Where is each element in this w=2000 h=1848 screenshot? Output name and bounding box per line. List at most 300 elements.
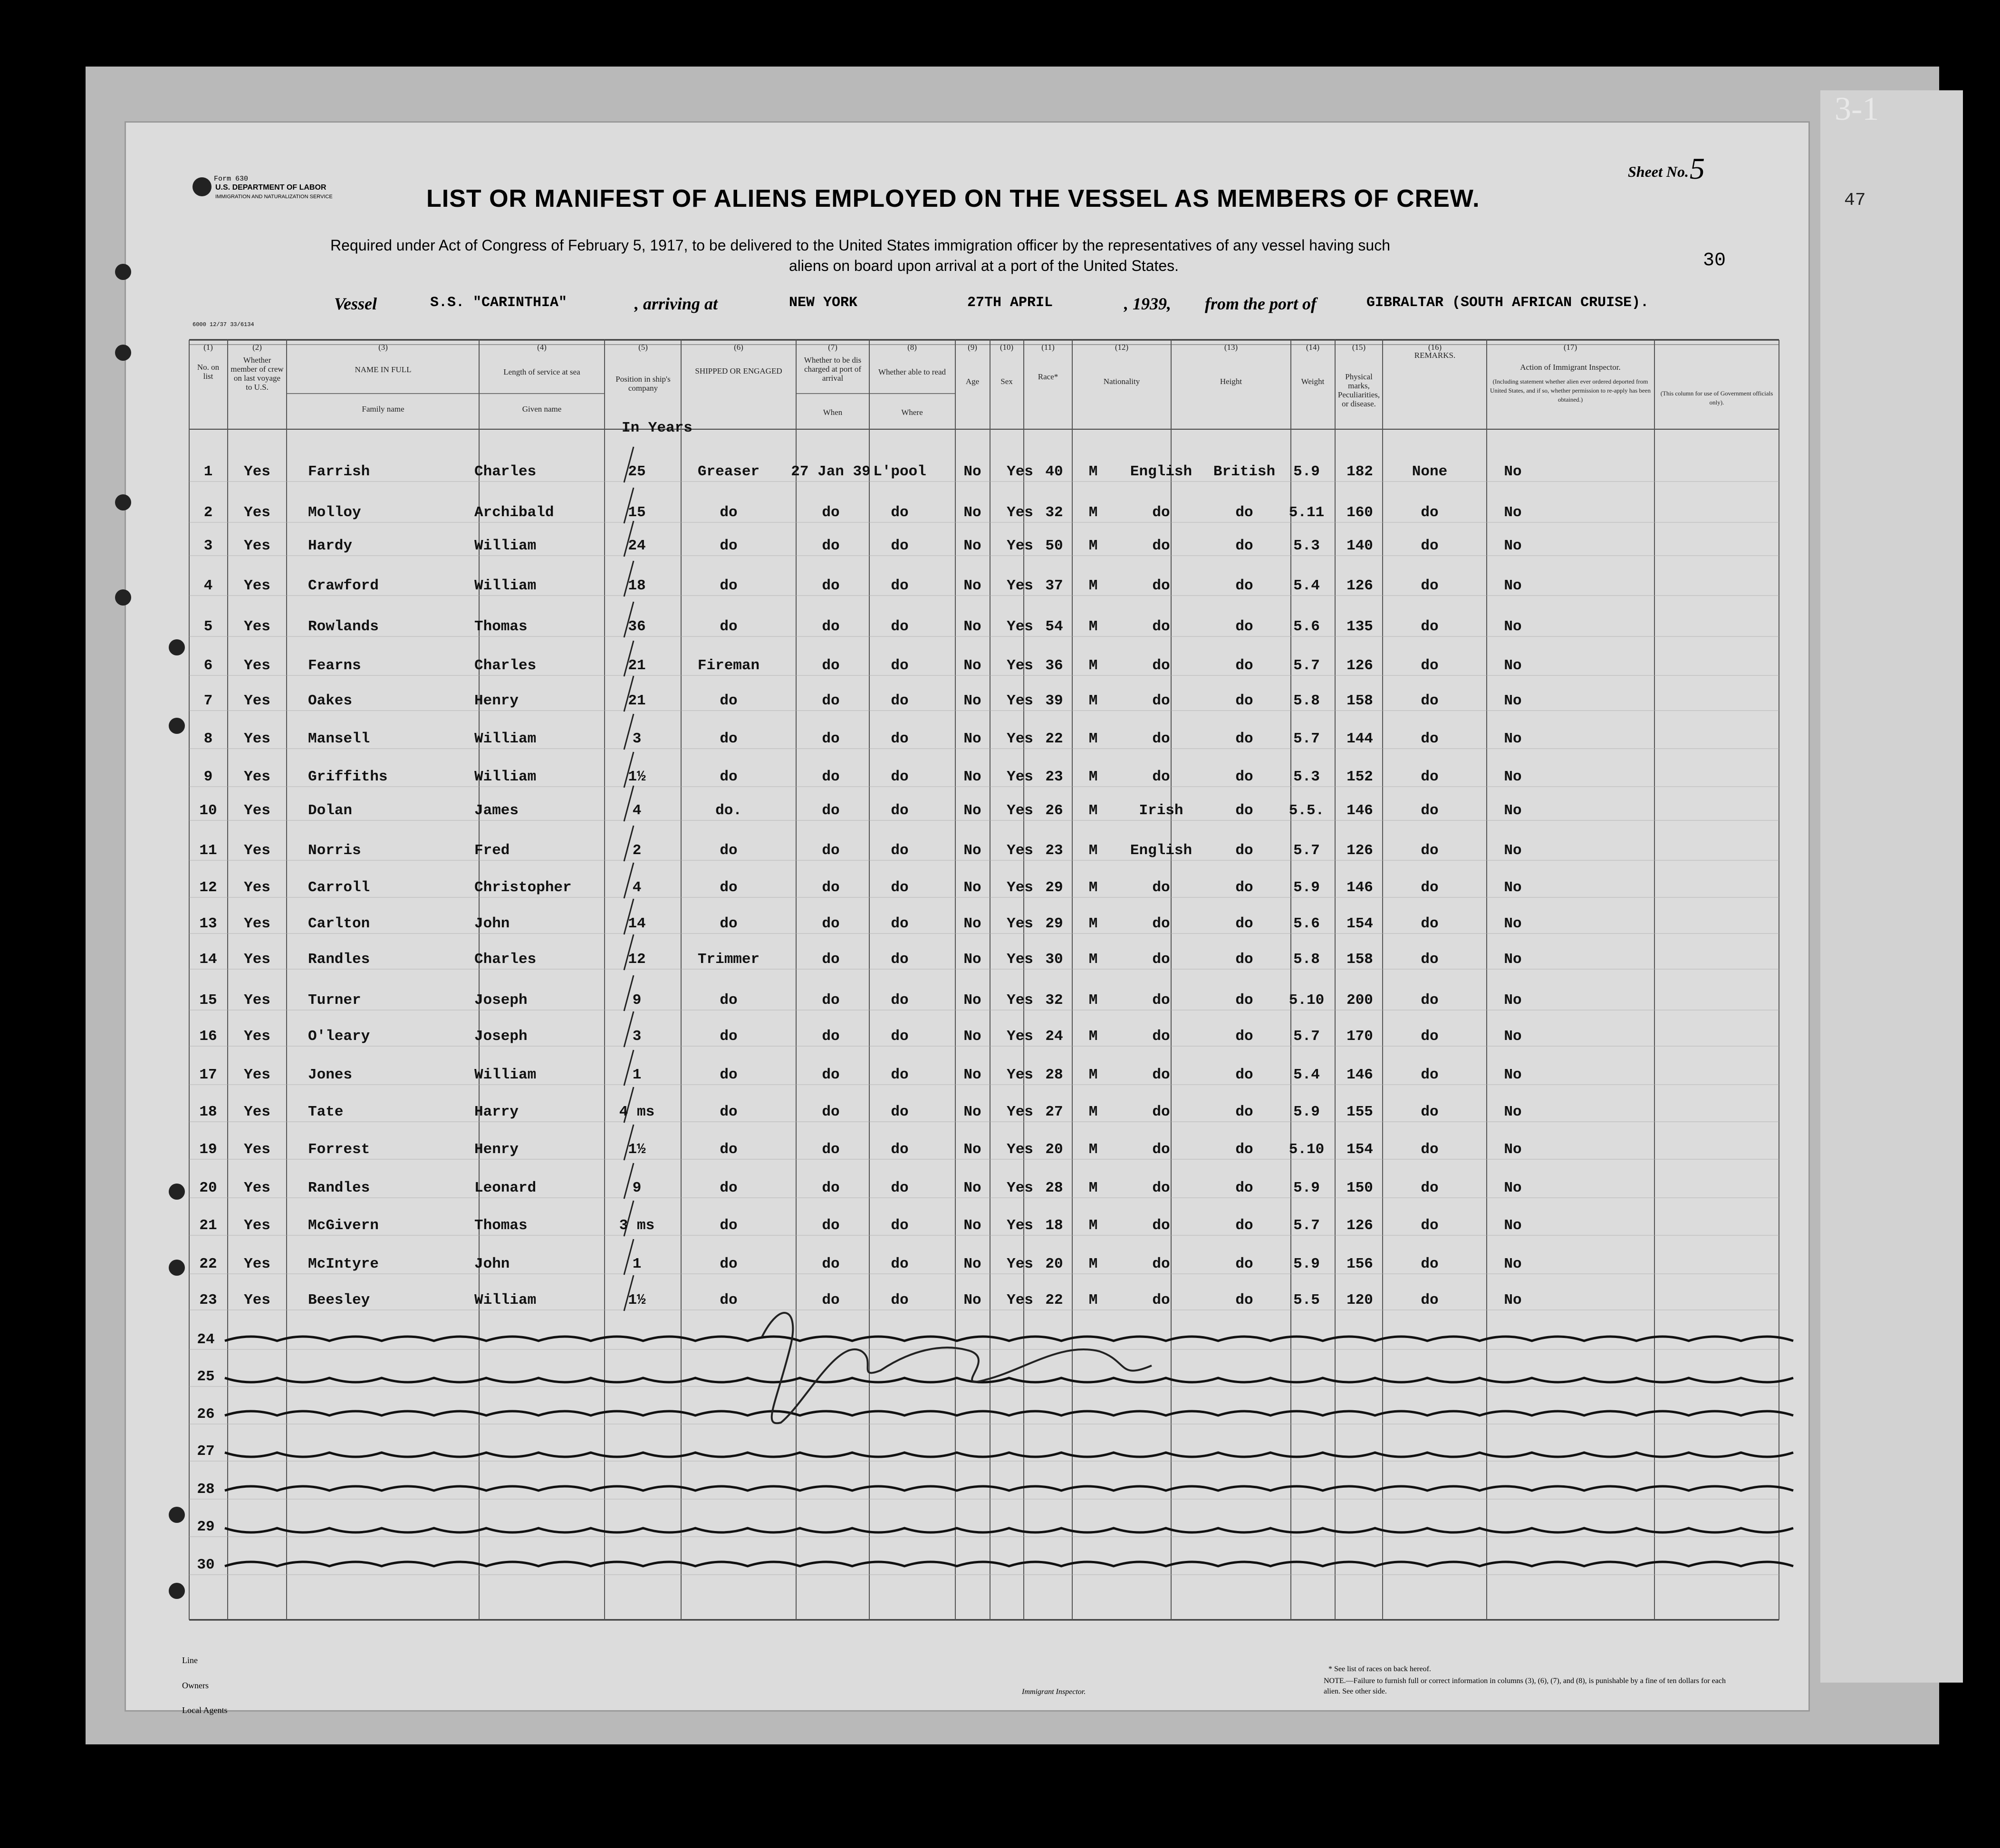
cell-nat: do [1235,1104,1253,1120]
cell-height: 5.6 [1293,915,1320,932]
cell-sex: M [1088,1141,1098,1158]
cell-given: Christopher [474,879,572,896]
cell-nat: do [1235,578,1253,594]
cell-position: do [720,504,738,521]
cell-age: 50 [1045,538,1063,554]
departure-port: GIBRALTAR (SOUTH AFRICAN CRUISE). [1366,295,1649,311]
cell-no: 4 [203,578,213,594]
cell-crew: Yes [244,578,270,594]
cell-read: Yes [1007,1180,1033,1196]
cell-height: 5.9 [1293,1180,1320,1196]
cell-given: James [474,802,519,819]
cell-age: 32 [1045,992,1063,1009]
cell-sex: M [1088,538,1098,554]
cell-crew: Yes [244,769,270,785]
cell-no: 1 [203,463,213,480]
cell-sex: M [1088,578,1098,594]
cell-weight: 154 [1346,1141,1373,1158]
cell-crew: Yes [244,1180,270,1196]
cell-where: do [891,1180,909,1196]
cell-service: 24 [628,538,646,554]
cell-no: 2 [203,504,213,521]
cell-marks: do [1421,1141,1439,1158]
cell-given: Harry [474,1104,519,1120]
cell-race: English [1130,842,1192,859]
cancel-line [225,1337,1793,1341]
cell-family: Oakes [308,693,353,709]
cell-age: 24 [1045,1028,1063,1045]
cell-disch: No [963,1217,981,1234]
cell-where: do [891,1141,909,1158]
cell-age: 37 [1045,578,1063,594]
cell-height: 5.3 [1293,538,1320,554]
column-header: Whether to be dis charged at port of arrival [804,356,862,383]
cell-service: 4 ms [619,1104,655,1120]
cell-disch: No [963,1141,981,1158]
cell-when: do [822,1256,840,1272]
cell-race: do [1152,1067,1170,1083]
inspector-note: (This column for use of Government officials only). [1660,390,1773,406]
cell-when: do [822,731,840,747]
cell-given: Joseph [474,992,528,1009]
cell-remarks: No [1504,992,1522,1009]
cell-remarks: No [1504,618,1522,635]
column-number: (14) [1306,343,1320,352]
cell-age: 26 [1045,802,1063,819]
cell-height: 5.9 [1293,879,1320,896]
cell-when: do [822,992,840,1009]
cell-nat: do [1235,879,1253,896]
cell-age: 18 [1045,1217,1063,1234]
column-header: Whether member of crew on last voyage to U.S. [231,356,284,392]
cell-marks: do [1421,802,1439,819]
cell-given: Henry [474,1141,519,1158]
cell-where: do [891,842,909,859]
cell-race: English [1130,463,1192,480]
cell-marks: None [1412,463,1448,480]
cell-age: 28 [1045,1180,1063,1196]
cell-marks: do [1421,538,1439,554]
cell-family: O'leary [308,1028,370,1045]
arriving-label: , arriving at [635,294,718,313]
cell-marks: do [1421,769,1439,785]
cell-crew: Yes [244,1292,270,1309]
races-note: * See list of races on back hereof. [1328,1665,1431,1673]
cell-nat: do [1235,731,1253,747]
when-header: When [823,408,843,417]
cell-service: 4 [632,802,642,819]
cell-height: 5.6 [1293,618,1320,635]
cell-height: 5.10 [1288,1141,1325,1158]
cell-sex: M [1088,915,1098,932]
cell-remarks: No [1504,1256,1522,1272]
cell-weight: 146 [1346,879,1373,896]
cell-when: do [822,879,840,896]
cancel-line [225,1528,1793,1532]
cell-when: do [822,693,840,709]
cell-weight: 120 [1346,1292,1373,1309]
cell-remarks: No [1504,842,1522,859]
cell-given: Henry [474,693,519,709]
cell-read: Yes [1007,802,1033,819]
cell-disch: No [963,879,981,896]
cell-disch: No [963,1292,981,1309]
sheet-label: Sheet No. [1628,163,1689,180]
cell-remarks: No [1504,578,1522,594]
inspector-label: Immigrant Inspector. [1022,1688,1086,1696]
cell-disch: No [963,618,981,635]
cell-family: Farrish [308,463,370,480]
cell-position: do [720,879,738,896]
cell-crew: Yes [244,693,270,709]
cell-age: 54 [1045,618,1063,635]
cell-sex: M [1088,463,1098,480]
cell-race: do [1152,992,1170,1009]
column-header: NAME IN FULL [355,365,412,374]
cell-service: 14 [628,915,646,932]
cell-age: 27 [1045,1104,1063,1120]
cell-age: 28 [1045,1067,1063,1083]
cell-weight: 126 [1346,578,1373,594]
column-number: (9) [968,343,977,352]
cell-position: do [720,693,738,709]
cell-given: Charles [474,657,537,674]
cell-height: 5.9 [1293,1104,1320,1120]
cell-family: Hardy [308,538,353,554]
service-unit: In Years [622,420,692,436]
cell-weight: 155 [1346,1104,1373,1120]
cell-family: Fearns [308,657,361,674]
cell-crew: Yes [244,731,270,747]
cell-sex: M [1088,731,1098,747]
cell-position: do [720,1067,738,1083]
column-number: (5) [638,343,648,352]
cell-disch: No [963,1028,981,1045]
cell-race: do [1152,915,1170,932]
cell-given: Charles [474,951,537,968]
cell-read: Yes [1007,1217,1033,1234]
blank-row-number: 29 [197,1519,215,1535]
department-name: U.S. DEPARTMENT OF LABOR [215,183,327,192]
cell-remarks: No [1504,657,1522,674]
cell-height: 5.7 [1293,842,1320,859]
cell-height: 5.5. [1288,802,1325,819]
cell-disch: No [963,504,981,521]
binding-hole [169,718,185,734]
cell-marks: do [1421,693,1439,709]
where-header: Where [901,408,923,417]
cell-position: do [720,1104,738,1120]
family-name-header: Family name [362,404,404,414]
column-header: No. on list [197,363,220,381]
cell-age: 20 [1045,1141,1063,1158]
cell-remarks: No [1504,1217,1522,1234]
cell-crew: Yes [244,879,270,896]
cell-when: do [822,504,840,521]
cell-when: do [822,1292,840,1309]
cell-no: 3 [203,538,213,554]
cell-no: 5 [203,618,213,635]
cell-weight: 126 [1346,1217,1373,1234]
cell-when: do [822,538,840,554]
cell-weight: 126 [1346,657,1373,674]
cell-disch: No [963,693,981,709]
cell-no: 11 [199,842,217,859]
cell-given: Archibald [474,504,554,521]
cell-when: do [822,915,840,932]
cell-sex: M [1088,1028,1098,1045]
cell-nat: do [1235,951,1253,968]
cancel-line [225,1378,1793,1382]
from-port-label: from the port of [1205,294,1317,313]
blank-row-number: 30 [197,1557,215,1573]
column-number: (11) [1041,343,1055,352]
cell-sex: M [1088,992,1098,1009]
cell-where: do [891,578,909,594]
cell-race: do [1152,769,1170,785]
cell-height: 5.8 [1293,693,1320,709]
cell-nat: do [1235,1217,1253,1234]
cell-weight: 135 [1346,618,1373,635]
cell-crew: Yes [244,463,270,480]
cell-read: Yes [1007,657,1033,674]
cell-where: do [891,915,909,932]
cell-no: 21 [199,1217,217,1234]
cell-crew: Yes [244,1217,270,1234]
page-number: 30 [1703,250,1726,271]
cell-height: 5.4 [1293,1067,1320,1083]
cell-no: 10 [199,802,217,819]
cell-weight: 158 [1346,693,1373,709]
column-number: (15) [1352,343,1366,352]
cell-position: do [720,731,738,747]
cell-disch: No [963,538,981,554]
cell-position: do [720,1028,738,1045]
footer-agents-label: Local Agents [182,1705,228,1715]
cell-nat: do [1235,693,1253,709]
cell-where: do [891,879,909,896]
cell-age: 36 [1045,657,1063,674]
column-header: Age [965,377,980,386]
column-header: Action of Immigrant Inspector. [1520,363,1621,372]
cell-race: do [1152,693,1170,709]
column-header: Race* [1038,372,1058,381]
cell-family: Forrest [308,1141,370,1158]
blank-row-number: 28 [197,1481,215,1498]
cell-crew: Yes [244,538,270,554]
binding-hole [115,264,131,280]
cell-sex: M [1088,842,1098,859]
blank-row-number: 24 [197,1331,215,1348]
cell-service: 36 [628,618,646,635]
cell-family: Griffiths [308,769,388,785]
cell-remarks: No [1504,1104,1522,1120]
cell-where: do [891,1217,909,1234]
cell-weight: 200 [1346,992,1373,1009]
column-header: Position in ship's company [615,375,671,393]
cell-height: 5.7 [1293,1217,1320,1234]
cell-read: Yes [1007,504,1033,521]
binding-hole [169,1260,185,1276]
cell-nat: do [1235,1067,1253,1083]
column-number: (2) [252,343,262,352]
cell-nat: do [1235,992,1253,1009]
cell-where: do [891,1256,909,1272]
cell-marks: do [1421,731,1439,747]
cell-sex: M [1088,769,1098,785]
cell-crew: Yes [244,657,270,674]
cell-read: Yes [1007,731,1033,747]
cell-remarks: No [1504,1028,1522,1045]
cell-age: 22 [1045,731,1063,747]
column-number: (13) [1224,343,1238,352]
column-number: (17) [1563,343,1577,352]
cell-age: 20 [1045,1256,1063,1272]
cell-race: do [1152,578,1170,594]
cell-position: do. [715,802,742,819]
cell-weight: 170 [1346,1028,1373,1045]
binding-hole [115,345,131,361]
cell-given: John [474,915,510,932]
cell-nat: do [1235,769,1253,785]
cancel-line [225,1562,1793,1566]
department-seal [192,177,212,196]
cell-height: 5.7 [1293,731,1320,747]
cell-no: 9 [203,769,213,785]
cell-no: 14 [199,951,217,968]
cell-where: do [891,992,909,1009]
cell-no: 12 [199,879,217,896]
cell-remarks: No [1504,463,1522,480]
cell-crew: Yes [244,842,270,859]
cell-read: Yes [1007,1028,1033,1045]
cell-disch: No [963,1104,981,1120]
cell-weight: 146 [1346,1067,1373,1083]
cell-crew: Yes [244,1256,270,1272]
cell-no: 20 [199,1180,217,1196]
binding-hole [115,494,131,510]
cell-family: Mansell [308,731,370,747]
cell-height: 5.8 [1293,951,1320,968]
cell-when: do [822,618,840,635]
column-header: Height [1220,377,1242,386]
cell-age: 22 [1045,1292,1063,1309]
cell-given: Joseph [474,1028,528,1045]
cell-read: Yes [1007,578,1033,594]
cell-crew: Yes [244,618,270,635]
cell-service: 2 [632,842,642,859]
cell-height: 5.4 [1293,578,1320,594]
cell-where: do [891,802,909,819]
cell-where: do [891,731,909,747]
column-number: (3) [378,343,388,352]
cell-where: do [891,1028,909,1045]
cell-marks: do [1421,618,1439,635]
cell-family: Norris [308,842,361,859]
cell-no: 23 [199,1292,217,1309]
cell-family: Carlton [308,915,370,932]
cell-crew: Yes [244,1028,270,1045]
column-header: Sex [1000,377,1013,386]
cell-nat: do [1235,1292,1253,1309]
binding-hole [169,639,185,655]
adjacent-page [1820,90,1963,1683]
cell-no: 22 [199,1256,217,1272]
column-number: (16) [1428,343,1442,352]
print-code: 6000 12/37 33/6134 [192,321,254,328]
cell-height: 5.5 [1293,1292,1320,1309]
cell-race: do [1152,618,1170,635]
cell-position: Greaser [697,463,760,480]
sheet-number: 5 [1690,152,1705,185]
cell-family: Beesley [308,1292,370,1309]
cell-disch: No [963,578,981,594]
cell-read: Yes [1007,769,1033,785]
cell-race: do [1152,504,1170,521]
cell-sex: M [1088,504,1098,521]
cell-marks: do [1421,1256,1439,1272]
cell-read: Yes [1007,1141,1033,1158]
cell-age: 29 [1045,879,1063,896]
cell-position: do [720,992,738,1009]
cell-family: Rowlands [308,618,379,635]
cell-position: do [720,915,738,932]
cell-family: Molloy [308,504,361,521]
corner-mark: 3-1 [1835,91,1879,127]
cell-no: 6 [203,657,213,674]
cell-given: Charles [474,463,537,480]
cell-where: do [891,504,909,521]
cell-service: 18 [628,578,646,594]
cell-sex: M [1088,1256,1098,1272]
cell-age: 30 [1045,951,1063,968]
binding-hole [169,1583,185,1599]
cell-family: Tate [308,1104,344,1120]
cell-no: 17 [199,1067,217,1083]
cell-service: 3 [632,1028,642,1045]
cell-nat: do [1235,504,1253,521]
cell-nat: do [1235,842,1253,859]
cell-family: McGivern [308,1217,379,1234]
cell-sex: M [1088,802,1098,819]
cell-when: do [822,1028,840,1045]
cell-nat: British [1213,463,1276,480]
cell-remarks: No [1504,1141,1522,1158]
cell-position: do [720,769,738,785]
cell-given: William [474,731,537,747]
cell-remarks: No [1504,1292,1522,1309]
cell-service: 1 [632,1067,642,1083]
cell-remarks: No [1504,951,1522,968]
cell-race: do [1152,657,1170,674]
cell-remarks: No [1504,769,1522,785]
cell-sex: M [1088,1104,1098,1120]
cell-when: do [822,657,840,674]
arrival-date: 27TH APRIL [967,295,1053,311]
cell-nat: do [1235,1256,1253,1272]
cell-nat: do [1235,915,1253,932]
cell-read: Yes [1007,463,1033,480]
cell-height: 5.11 [1288,504,1325,521]
cell-weight: 144 [1346,731,1373,747]
cell-sex: M [1088,1217,1098,1234]
footer-line-label: Line [182,1656,198,1665]
vessel-name: S.S. "CARINTHIA" [430,295,567,311]
column-number: (4) [537,343,547,352]
cell-family: Dolan [308,802,353,819]
penalty-note: NOTE.—Failure to furnish full or correct information in columns (3), (6), (7), and (8), is punishable by a fine of ten dollars for each alien. See other side. [1324,1677,1726,1695]
column-number: (6) [734,343,743,352]
